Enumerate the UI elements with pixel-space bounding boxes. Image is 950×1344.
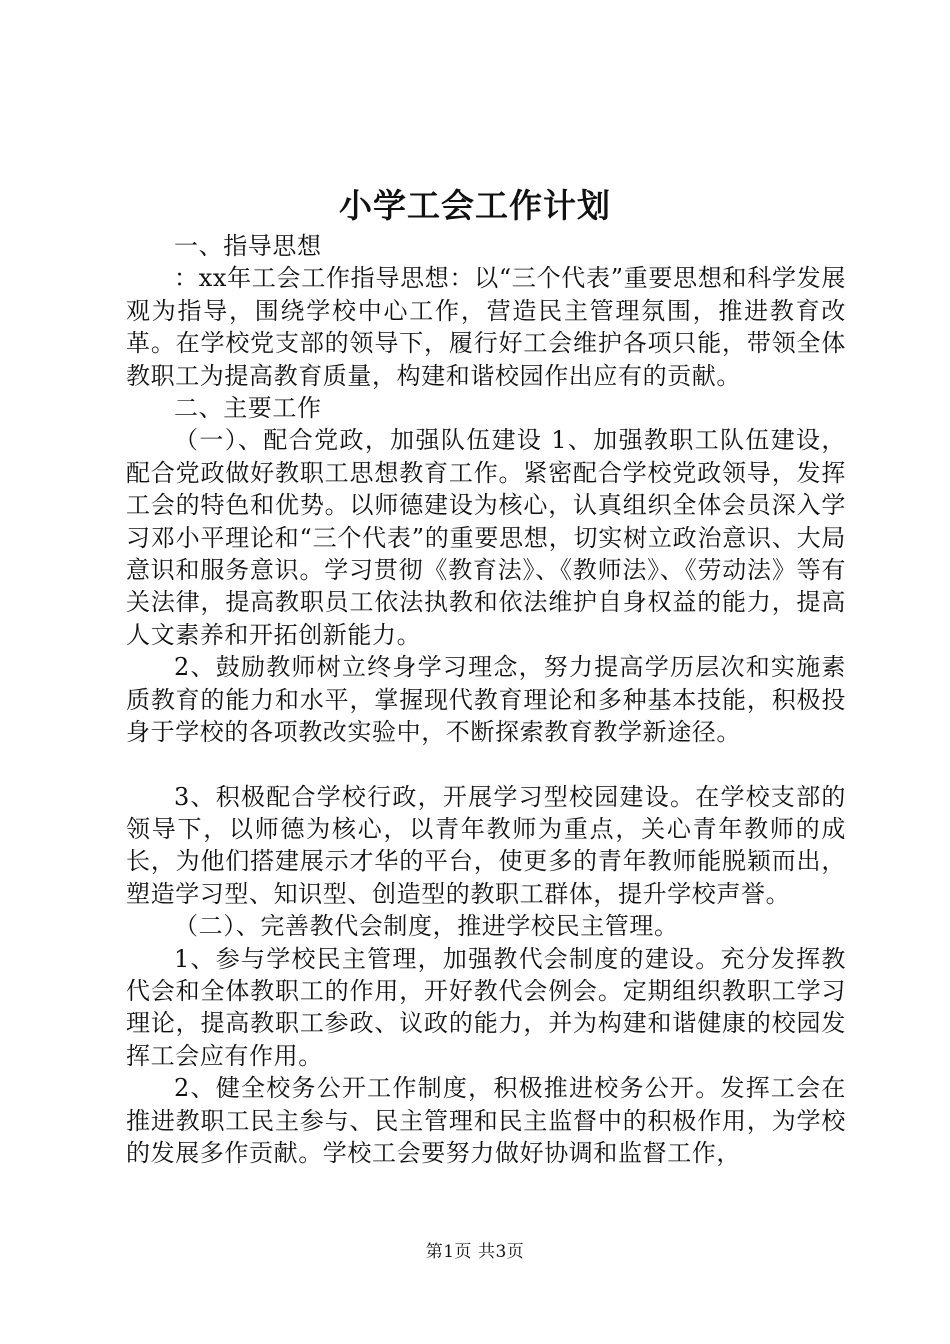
paragraph-congress-system: 1、参与学校民主管理，加强教代会制度的建设。充分发挥教代会和全体教职工的作用，开好教代会例会。定期组织教职工学习理论，提高教职工参政、议政的能力，并为构建和谐健康的校园发挥工会应有作用。 bbox=[126, 944, 846, 1070]
page-footer: 第1页 共3页 bbox=[425, 1242, 525, 1262]
section-heading-guiding-ideology: 一、指导思想 bbox=[174, 232, 322, 260]
paragraph-guiding-ideology: ：xx年工会工作指导思想：以“三个代表”重要思想和科学发展观为指导，围绕学校中心工作，营造民主管理氛围，推进教育改革。在学校党支部的领导下，履行好工会维护各项只能，带领全体教职工为提高教育质量，构建和谐校园作出应有的贡献。 bbox=[126, 264, 846, 390]
paragraph-affairs-disclosure: 2、健全校务公开工作制度，积极推进校务公开。发挥工会在推进教职工民主参与、民主管理和民主监督中的积极作用，为学校的发展多作贡献。学校工会要努力做好协调和监督工作， bbox=[126, 1074, 846, 1167]
paragraph-lifelong-learning: 2、鼓励教师树立终身学习理念，努力提高学历层次和实施素质教育的能力和水平，掌握现代教育理论和多种基本技能，积极投身于学校的各项教改实验中，不断探索教育教学新途径。 bbox=[126, 653, 846, 747]
section-heading-main-work: 二、主要工作 bbox=[174, 394, 322, 423]
section-heading-democratic-management: （二）、完善教代会制度，推进学校民主管理。 bbox=[174, 912, 679, 941]
paragraph-learning-campus: 3、积极配合学校行政，开展学习型校园建设。在学校支部的领导下，以师德为核心，以青年教师为重点，关心青年教师的成长，为他们搭建展示才华的平台，使更多的青年教师能脱颖而出，塑造学习型、知识型、创造型的教职工群体，提升学校声誉。 bbox=[126, 782, 846, 908]
document-body bbox=[126, 230, 846, 1169]
paragraph-team-building: （一）、配合党政，加强队伍建设 1、加强教职工队伍建设，配合党政做好教职工思想教育工作。紧密配合学校党政领导，发挥工会的特色和优势。以师德建设为核心，认真组织全体会员深入学习邓小平理论和“三个代表”的重要思想，切实树立政治意识、大局意识和服务意识。学习贯彻《教育法》、《教师法》、《劳动法》等有关法律，提高教职员工依法执教和依法维护自身权益的能力，提高人文素养和开拓创新能力。 bbox=[126, 426, 846, 649]
paragraph-gap bbox=[126, 749, 846, 781]
document-title: 小学工会工作计划 bbox=[339, 186, 611, 225]
